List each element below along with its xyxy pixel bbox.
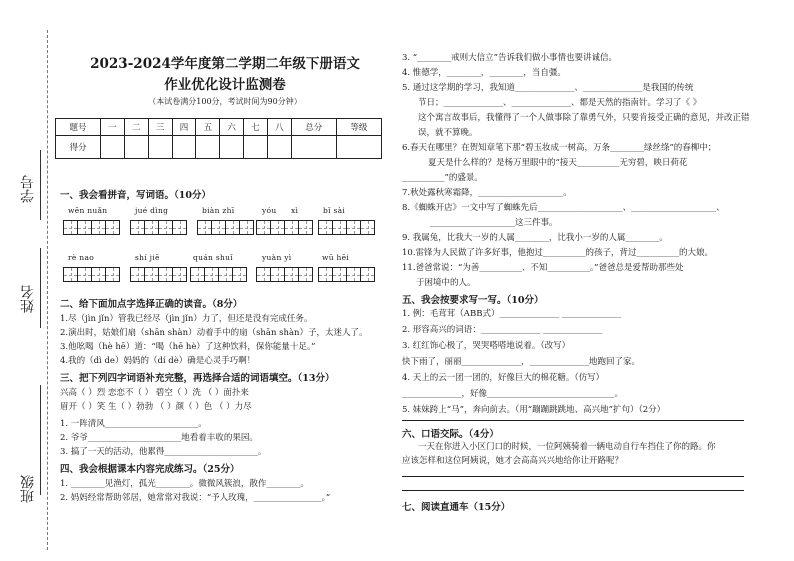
fill-line: 节日；______________、______________、都是天然的指南针。学习了《 》 — [418, 98, 702, 108]
exam-title: 2023-2024学年度第二学期二年级下册语文 — [90, 56, 360, 72]
text-line: 3. 红红饰心极了，哭哭嗒嗒地说着。（改写） — [402, 341, 571, 351]
binding-line — [47, 30, 48, 550]
score-header: 八 — [267, 119, 291, 136]
score-header: 三 — [148, 119, 172, 136]
write-box[interactable] — [318, 220, 375, 235]
section-6-title: 六、口语交际。（4分） — [402, 429, 499, 440]
fill-line: ______________，好像______________________________。 — [402, 389, 624, 399]
fill-line: __________”的盛景。 — [402, 173, 483, 183]
score-header: 五 — [196, 119, 220, 136]
write-box[interactable] — [63, 220, 120, 235]
write-box[interactable] — [256, 220, 313, 235]
text-line: 4. 天上的云一团一团的，好像巨大的棉花糖。（仿写） — [402, 373, 605, 383]
score-cell[interactable] — [220, 136, 244, 159]
pinyin: quán shuǐ — [193, 253, 233, 262]
fill-line: 7.秋处露秋寒霜降，____________________。 — [402, 188, 572, 198]
text-line: 于困境中的人。 — [416, 278, 476, 288]
section-3-title: 三、把下列四字词语补充完整，再选择合适的词语填空。（13分） — [60, 373, 335, 384]
exam-note: （本试卷满分100分，考试时间为90分钟） — [148, 97, 302, 106]
score-header: 等级 — [336, 119, 381, 136]
fill-line: 1. ________见渔灯，孤光________。微微风簇浪，散作________。 — [60, 479, 309, 489]
pinyin: biàn zhī — [202, 206, 235, 215]
fill-line: 1. 例：毛茸茸（ABB式）______________ ______________ — [402, 309, 622, 319]
answer-line[interactable] — [402, 420, 744, 421]
paragraph-line: 应该怎样和这位阿姨说，她才会高高兴兴地给你让开路呢？ — [402, 456, 624, 466]
fill-line: 5. 通过这学期的学习，我知道______________、______________是我国的传统 — [402, 83, 694, 93]
score-header: 四 — [172, 119, 196, 136]
student-number-label: 学号 — [20, 175, 36, 203]
fill-line: 3. 搞了一天的活动，他累得______________________。 — [60, 447, 267, 457]
pinyin: yóu — [262, 206, 277, 215]
write-box[interactable] — [130, 220, 187, 235]
score-header: 六 — [220, 119, 244, 136]
section-7-title: 七、阅读直通车（15分） — [402, 502, 511, 513]
class-blank[interactable] — [40, 385, 41, 495]
fill-line: ____________________这三件事。 — [430, 218, 558, 228]
pinyin: wū hēi — [322, 253, 350, 262]
pinyin: rè nao — [68, 253, 95, 262]
pinyin: shí jiē — [135, 253, 160, 262]
text-line: 误，就不算晚。 — [418, 128, 478, 138]
student-number-blank[interactable] — [40, 150, 41, 220]
answer-line[interactable] — [402, 490, 744, 491]
write-box[interactable] — [318, 267, 375, 282]
score-table-header-row — [56, 119, 382, 136]
write-box[interactable] — [256, 267, 313, 282]
text-line: 这个寓言故事后，我懂得了一个人做事除了靠勇气外，只要肯接受正确的意见，并改正错 — [418, 113, 750, 123]
score-cell[interactable] — [124, 136, 148, 159]
student-name-label: 姓名 — [20, 285, 36, 313]
write-box[interactable] — [190, 267, 247, 282]
score-cell[interactable] — [291, 136, 336, 159]
fill-line: 快下雨了，丽丽______________，______________地跑回了家。 — [402, 357, 641, 367]
pinyin: bǐ sài — [323, 206, 346, 215]
fill-line: 6.春天在哪里？在贺知章笔下那“碧玉妆成一树高，万条________绿丝绦”的春柳中； — [402, 143, 717, 153]
score-header: 题号 — [56, 119, 101, 136]
fill-line: 4. 惟德学，________，________，当自彊。 — [402, 68, 566, 78]
text-line: 5. 妹妹跨上“马”，奔向前去。（用“蹦蹦跳跳地、高兴地”扩句）（2分） — [402, 405, 666, 415]
score-header: 二 — [124, 119, 148, 136]
pinyin: xì — [291, 206, 299, 215]
score-row-label: 得分 — [56, 136, 101, 159]
write-box[interactable] — [130, 267, 187, 282]
fill-line: 3. “________戒则大信立”告诉我们做小事情也要讲诚信。 — [402, 53, 618, 63]
score-cell[interactable] — [148, 136, 172, 159]
section-4-title: 四、我会根据课本内容完成练习。（25分） — [60, 464, 240, 475]
write-box[interactable] — [63, 267, 120, 282]
section-1-title: 一、我会看拼音，写词语。（10分） — [60, 190, 211, 201]
question-line: 3.他吆喝（hè hē）道：“喝（hē hè）了这种饮料，保你能量十足。” — [60, 342, 316, 352]
question-line: 1.尽（jìn jǐn）管我已经尽（jìn jǐn）力了，但还是没有完成任务。 — [60, 314, 313, 324]
class-label: 班级 — [20, 475, 36, 503]
fill-line: 2. 妈妈经常帮助邻居，她常常对我说：“予人玫瑰，________________。” — [60, 493, 331, 503]
score-header: 七 — [244, 119, 268, 136]
fill-line: 夏天是什么样的？是杨万里眼中的“接天__________无穷碧，映日荷花 — [428, 158, 688, 168]
score-cell[interactable] — [101, 136, 125, 159]
score-cell[interactable] — [336, 136, 381, 159]
idiom-row: 眉开（ ）笑 生（ ）勃勃 （ ）颜（ ）色 （ ）力尽 — [60, 402, 252, 412]
fill-line: 10.雷锋为人民做了许多好事，他抱过__________的孩子，背过__________的大娘。 — [402, 248, 714, 258]
question-line: 4.我的（dì de）妈妈的（dí dè）确是心灵手巧啊！ — [60, 356, 256, 366]
fill-line: 2. 形容高兴的词语：______________ ______________ — [402, 325, 603, 335]
pinyin: yuàn yì — [262, 253, 292, 262]
score-cell[interactable] — [172, 136, 196, 159]
section-2-title: 二、给下面加点字选择正确的读音。（8分） — [60, 299, 243, 310]
question-line: 2.演出时，姑娘们扇（shān shàn）动着手中的扇（shān shàn）子，太迷人了。 — [60, 328, 368, 338]
fill-line: 2. 爷爷______________________地看着丰收的果园。 — [60, 433, 258, 443]
pinyin: wēn nuǎn — [68, 206, 108, 215]
write-box[interactable] — [197, 220, 254, 235]
score-table-score-row — [56, 136, 382, 159]
section-5-title: 五、我会按要求写一写。（10分） — [402, 295, 544, 306]
pinyin: jué dìng — [135, 206, 169, 215]
score-header: 总分 — [291, 119, 336, 136]
score-table — [55, 118, 382, 159]
score-cell[interactable] — [267, 136, 291, 159]
fill-line: 9. 我属兔，比我大一岁的人属________，比我小一岁的人属________。 — [402, 233, 668, 243]
score-header: 一 — [101, 119, 125, 136]
score-cell[interactable] — [244, 136, 268, 159]
fill-line: 1. 一阵清风______________________。 — [60, 419, 207, 429]
paragraph-line: 一天在你进入小区门口的时候，一位阿姨骑着一辆电动自行车挡住了你的路。你 — [418, 442, 716, 452]
student-name-blank[interactable] — [40, 248, 41, 328]
fill-line: 11.爸爸常说：“为善__________、不知__________。”爸爸总是爱帮助那些处 — [402, 263, 684, 273]
answer-line[interactable] — [402, 476, 744, 477]
exam-subtitle: 作业优化设计监测卷 — [164, 77, 286, 93]
score-cell[interactable] — [196, 136, 220, 159]
fill-line: 8.《蜘蛛开店》一文中写了蜘蛛先后____________________、____________________、 — [402, 203, 725, 213]
idiom-row: 兴高（ ）烈 恋恋不（ ） 碧空（ ）洗 （ ）面扑来 — [60, 388, 249, 398]
